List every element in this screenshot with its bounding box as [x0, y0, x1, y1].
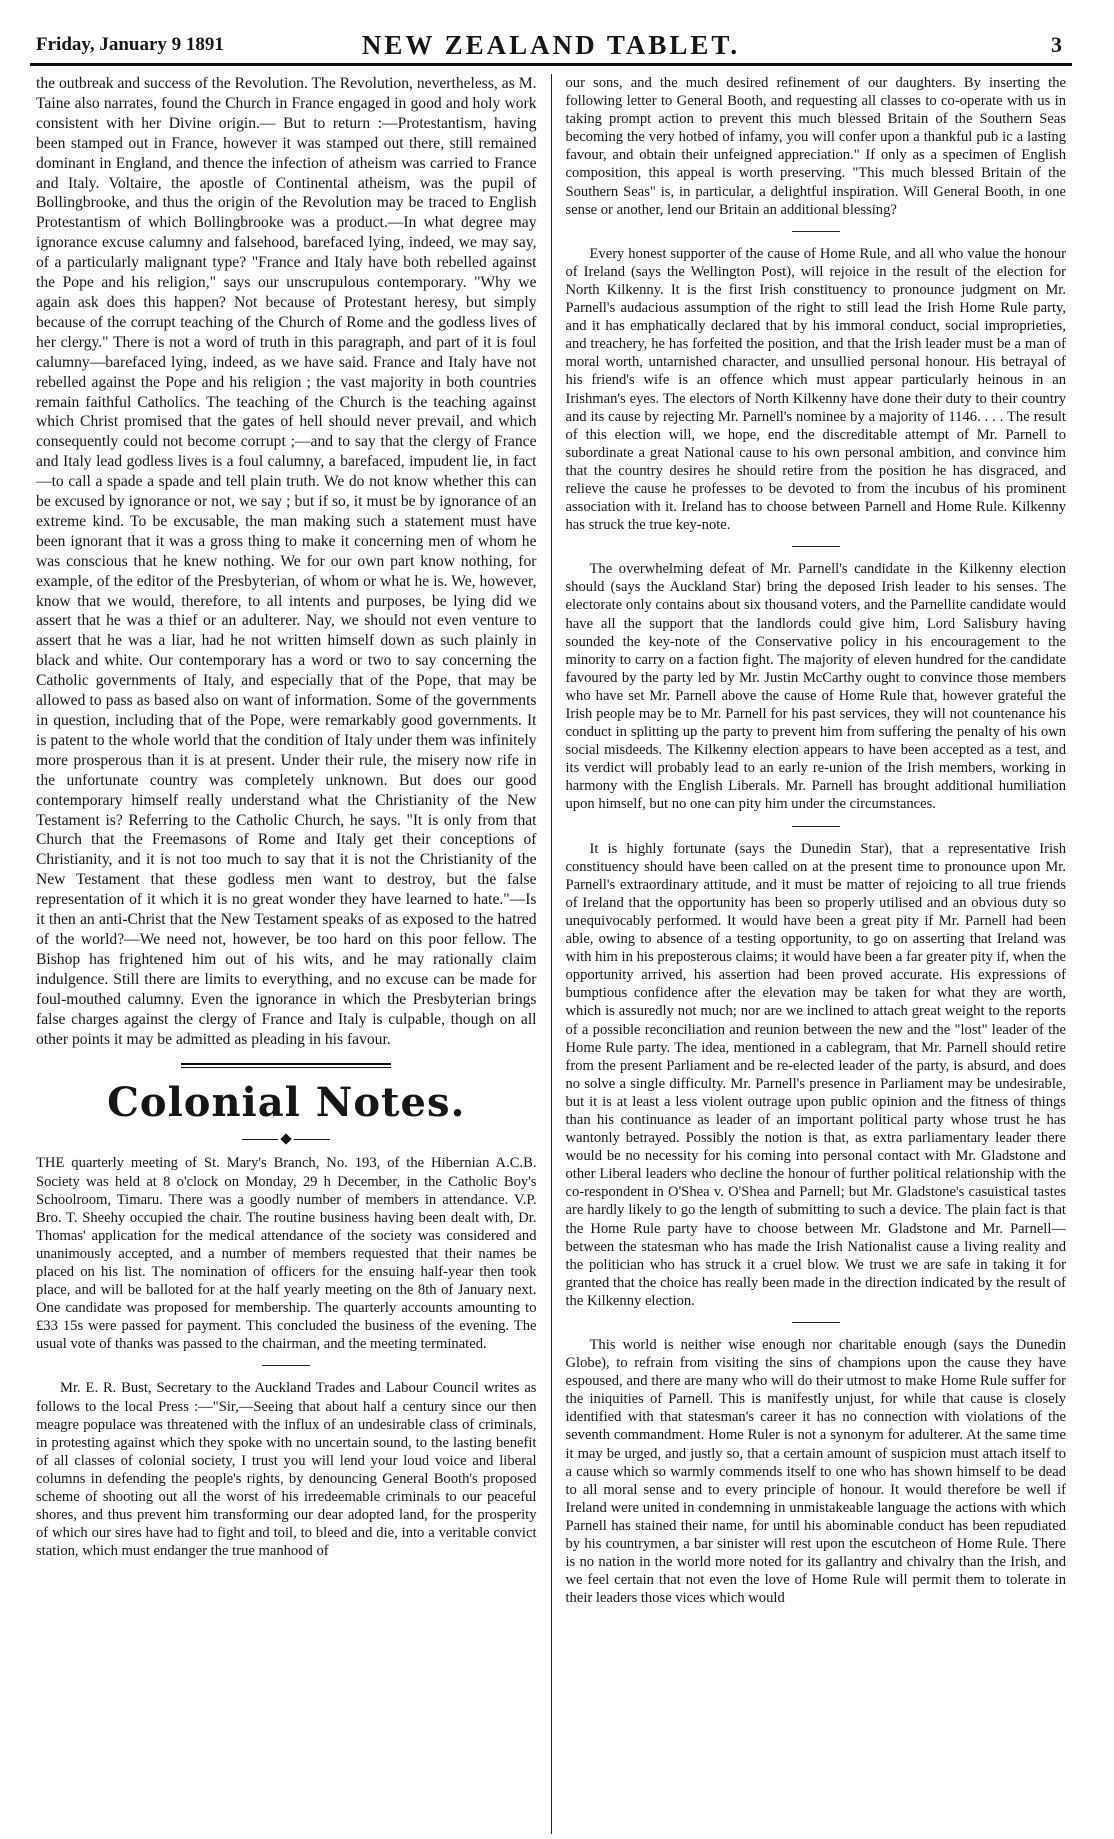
heading-rule [181, 1063, 391, 1068]
colonial-note: It is highly fortunate (says the Dunedin Star), that a representative Irish constituency should have been called on at the present time to pronounce upon Mr. Parnell's extraordinary attitude, and it must be matter of rejoicing to all true friends of Ireland that the opportunity has been so properly utilised and an obvious duty so unequivocably performed. It would have been a great pity if Mr. Parnell had been able, owing to absence of a testing opportunity, to go on asserting that Ireland was with him in his preposterous claims; it would have been a far greater pity if, when the opportunity arrived, his assertion had been proved accurate. His expressions of bumptious confidence after the elevation may be taken for what they are worth, which is assuredly not much; nor are we inclined to attach great weight to the reports of a possible reconciliation and reunion between the new and the "lost" leader of the Home Rule party. The idea, mentioned in a cablegram, that Mr. Parnell should retire from the present Parliament and be re-elected leader of the party, is absurd, and does no solve a single difficulty. Mr. Parnell's presence in Parliament may be undesirable, but it is at least a less violent outrage upon public opinion and the fitness of things than his continuance as leader of an important political party whose trust he has wantonly betrayed. Possibly the notion is that, as extra parliamentary leader there would be no necessity for his coming into personal contact with Mr. Gladstone and other Liberal leaders who decline the honour of further political relationship with the co-respondent in O'Shea v. O'Shea and Parnell; but Mr. Gladstone's casuistical tastes are hardly likely to go the length of submitting to such a device. The plain fact is that the Home Rule party have to choose between Mr. Gladstone and Mr. Parnell—between the statesman who has made the Irish Nationalist cause a living reality and the politician who has struck it a cruel blow. We trust we are safe in taking it for granted that the choice has really been made in the direction indicated by the result of the Kilkenny election. [565, 840, 1066, 1309]
editorial-continuation: the outbreak and success of the Revolution. The Revolution, nevertheless, as M. Taine also narrates, found the Church in France engaged in good and holy work consistent with her Divine origin.— But to return :—Protestantism, having been stamped out in France, however it was stamped out there, still remained dominant in England, and thence the infection of atheism was carried to France and Italy. Voltaire, the apostle of Continental atheism, was the pupil of Bollingbrooke, and thus the origin of the Revolution may be traced to English Protestantism of which Bollingbrooke was a product.—In what degree may ignorance excuse calumny and falsehood, barefaced lying, indeed, we may say, of a particularly malignant type? "France and Italy have both rebelled against the Pope and his religion," says our unscrupulous contemporary. "Why we again ask does this happen? Not because of Protestant heresy, but simply because of the corrupt teaching of the Church of Rome and the godless lives of her clergy." There is not a word of truth in this paragraph, and part of it is foul calumny—barefaced lying, indeed, as we have said. France and Italy have not rebelled against the Pope and his religion ; the vast majority in both countries remain faithful Catholics. The teaching of the Church is the teaching against which Christ promised that the gates of hell should never prevail, and which consequently could not become corrupt ;—and to say that the clergy of France and Italy lead godless lives is a foul calumny, a barefaced, impudent lie, in fact—to call a spade a spade and tell plain truth. We do not know whether this can be excused by ignorance or not, we say ; but if so, it must be by ignorance of an extreme kind. To be excusable, the man making such a statement must have been ignorant that it was a gross thing to make it concerning men of whom he was conscious that he knew nothing. We for our own part know nothing, for example, of the editor of the Presbyterian, of whom or what he is. We, however, know that we would, therefore, to all intents and purposes, be lying did we assert that he was a thief or an adulterer. Nay, we should not even venture to assert that he was a liar, had he not written himself down as such plainly in black and white. Our contemporary has a word or two to say concerning the Catholic governments of Italy, and especially that of the Pope, that may be allowed to pass as based also on want of information. Some of the governments in question, including that of the Pope, were remarkably good governments. It is patent to the whole world that the condition of Italy under them was infinitely more prosperous than it is at present. Under their rule, the misery now rife in the unfortunate country was completely unknown. But does our good contemporary himself really understand what the Christianity of the New Testament is? Referring to the Catholic Church, he says. "It is only from that Church that the Freemasons of Rome and Italy get their conceptions of Christianity, and it is not too much to say that it is not the Christianity of the New Testament that these godless men want to destroy, but the false representation of it which it is no great wonder they have learned to hate."—Is it then an anti-Christ that the New Testament speaks of as exposed to the hatred of the world?—We need not, however, be too hard on this poor fellow. The Bishop has frightened him out of his wits, and he may rationally claim indulgence. Still there are limits to everything, and no excuse can be made for foul-mouthed calumny. Even the ignorance in which the Presbyterian brings false charges against the clergy of France and Italy is culpable, though on all other points it may be admitted as pleading in his favour. [36, 75, 537, 1048]
separator-rule [792, 546, 840, 547]
page-number: 3 [1051, 32, 1062, 57]
ornament-line-left [242, 1139, 278, 1140]
article-columns [30, 74, 1072, 1834]
colonial-note: THE quarterly meeting of St. Mary's Branch, No. 193, of the Hibernian A.C.B. Society was held at 8 o'clock on Monday, 29 h December, in the Catholic Boy's Schoolroom, Timaru. There was a goodly number of members in attendance. V.P. Bro. T. Sheehy occupied the chair. The routine business having been dealt with, Dr. Thomas' application for the medical attendance of the society was considered and unanimously accepted, and a number of members requested that their names be placed on his list. The nomination of officers for the ensuing half-year then took place, and will be balloted for at the half yearly meeting on the 8th of January next. One candidate was proposed for membership. The quarterly accounts amounting to £33 15s were passed for payment. This concluded the business of the evening. The usual vote of thanks was passed to the chairman, and the meeting terminated. [36, 1155, 537, 1353]
issue-date: Friday, January 9 1891 [36, 34, 224, 55]
separator-rule [792, 231, 840, 232]
colonial-note: Every honest supporter of the cause of Home Rule, and all who value the honour of Ireland (says the Wellington Post), will rejoice in the result of the election for North Kilkenny. It is the first Irish constituency to pronounce judgment on Mr. Parnell's audacious assumption of the right to still lead the Irish Home Rule party, and it has emphatically declared that by his immoral conduct, social improprieties, and treachery, he has forfeited the position, and that the Irish leader must be a man of moral worth, untarnished character, and unsullied personal honour. His betrayal of his friend's wife is an offence which must appear particularly heinous in an Irishman's eyes. The electors of North Kilkenny have done their duty to their country and its cause by rejecting Mr. Parnell's nominee by a majority of 1146. . . . The result of this election will, we hope, end the discreditable attempt of Mr. Parnell to subordinate a great National cause to his own personal ambition, and convince him that the country desires he should retire from the position he has disgraced, and relieve the cause he professes to be devoted to from the incubus of his prominent association with it. Ireland has to choose between Parnell and Home Rule. Kilkenny has struck the true key-note. [565, 245, 1066, 534]
masthead [30, 26, 1072, 66]
separator-rule [262, 1365, 310, 1366]
left-column [30, 74, 551, 1834]
ornament-divider [36, 1134, 537, 1144]
section-title: Colonial Notes. [107, 1079, 466, 1127]
separator-rule [792, 826, 840, 827]
colonial-note: Mr. E. R. Bust, Secretary to the Auckland Trades and Labour Council writes as follows to the local Press :—"Sir,—Seeing that about half a century since our then meagre populace was threatened with the influx of an undesirable class of criminals, in protesting against which they spoke with no uncertain sound, to the lasting benefit of all classes of colonial society, I trust you will lend your loud voice and liberal columns in defending the people's rights, by denouncing General Booth's proposed scheme of shooting out all the worst of his irredeemable criminals to our peaceful shores, and thus prevent him transforming our dear adopted land, for the prosperity of which our sires have had to fight and toil, to bleed and die, into a veritable convict station, which must endanger the true manhood of [36, 1380, 537, 1560]
colonial-note: our sons, and the much desired refinement of our daughters. By inserting the following letter to General Booth, and requesting all classes to co-operate with us in taking prompt action to prevent this much blessed Britain of the Southern Seas becoming the very hotbed of infamy, you will confer upon a thankful pub ic a lasting favour, and obtain their unfeigned appreciation." If only as a specimen of English composition, this appeal is worth preserving. "This much blessed Britain of the Southern Seas" is, in particular, a delightful inspiration. Will General Booth, in one sense or another, lend our Britain an additional blessing? [565, 75, 1066, 218]
ornament-line-right [294, 1139, 330, 1140]
colonial-note: The overwhelming defeat of Mr. Parnell's candidate in the Kilkenny election should (says the Auckland Star) bring the deposed Irish leader to his senses. The electorate only contains about six thousand voters, and the Parnellite candidate would have all the support that the landlords could give him, Lord Salisbury having sounded the key-note of the Conservative policy in his encouragement to the minority to carry on a faction fight. The majority of eleven hundred for the candidate favoured by the party led by Mr. Justin McCarthy ought to convince those members who have set Mr. Parnell above the cause of Home Rule that, however grateful the Irish people may be to Mr. Parnell for his past services, they will not countenance his conduct in splitting up the party to prevent him from suffering the penalty of his own social misdeeds. The Kilkenny election appears to have been accepted as a test, and its verdict will probably lead to an early re-union of the Irish members, working in harmony with the English Liberals. Mr. Parnell has brought additional humiliation upon himself, but no one can pity him under the circumstances. [565, 561, 1066, 813]
diamond-icon [281, 1134, 292, 1145]
newspaper-title: NEW ZEALAND TABLET. [361, 30, 741, 60]
section-heading-block [36, 1063, 537, 1144]
separator-rule [792, 1322, 840, 1323]
colonial-note: This world is neither wise enough nor charitable enough (says the Dunedin Globe), to refrain from visiting the sins of champions upon the cause they have espoused, and there are many who will do their utmost to make Home Rule suffer for the iniquities of Parnell. This is manifestly unjust, for while that cause is closely identified with that statesman's career it has no connection with violations of the seventh commandment. Home Ruler is not a synonym for adulterer. At the same time it may be urged, and justly so, that a certain amount of suspicion must attach itself to a cause which so warmly commends itself to one who has shown himself to be dead to all moral sense and to every principle of honour. It would therefore be well if Ireland were united in condemning in unmistakeable language the actions with which Parnell has stained their name, for until his abominable conduct has been repudiated by his countrymen, a bar sinister will rest upon the escutcheon of Home Rule. There is no nation in the world more noted for its gallantry and chivalry than the Irish, and we feel certain that not even the love of Home Rule will permit them to tolerate in their leaders those vices which would [565, 1337, 1066, 1607]
right-column [552, 74, 1073, 1834]
